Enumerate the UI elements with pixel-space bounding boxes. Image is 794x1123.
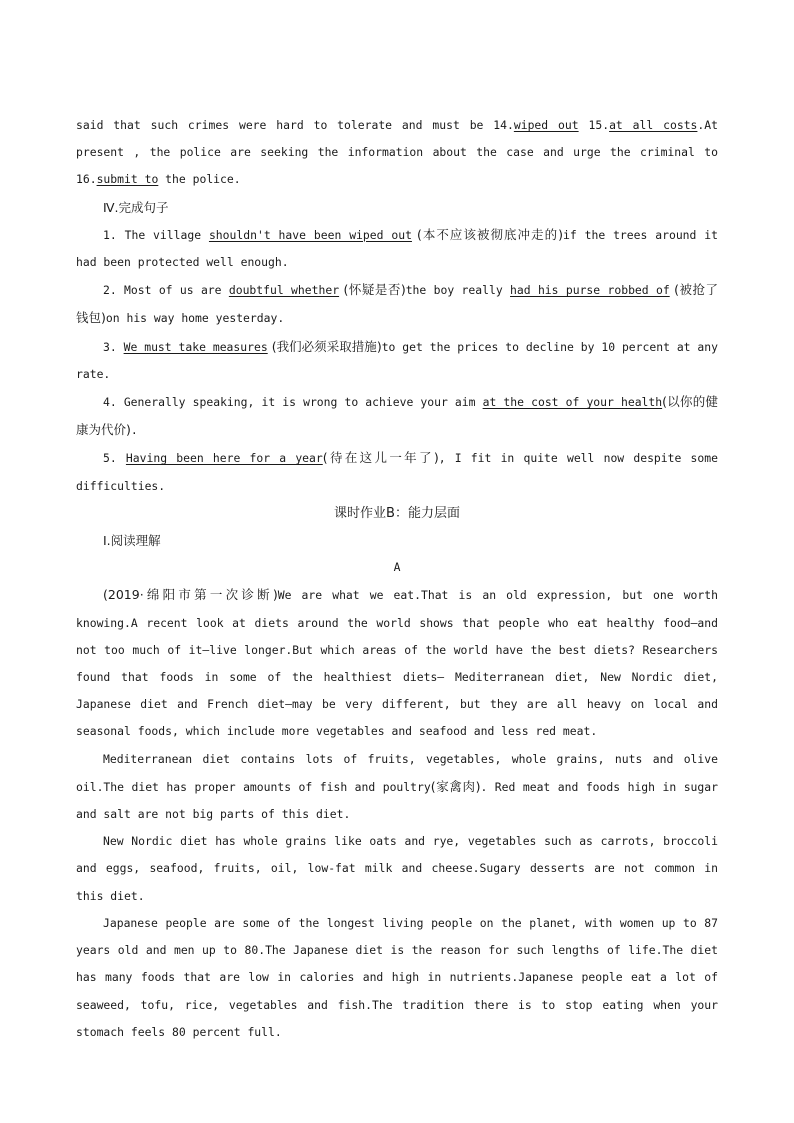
- text: 15.: [578, 118, 610, 132]
- chinese-hint: (待在这儿一年了): [322, 450, 439, 466]
- sentence-4: [76, 388, 718, 444]
- text: , I fit in quite well now despite some difficulties.: [76, 451, 718, 493]
- chinese-hint: (我们必须采取措施): [267, 338, 382, 354]
- text: 3.: [103, 339, 124, 354]
- text: to get the prices to decline by 10 percent at any rate.: [76, 339, 718, 381]
- sentence-3: [76, 333, 718, 388]
- text: the police.: [158, 172, 241, 187]
- text: the boy really: [405, 283, 511, 298]
- text: on his way home yesterday.: [105, 311, 285, 326]
- chinese-hint: (本不应该被彻底冲走的): [411, 226, 564, 242]
- text: Mediterranean diet contains lots of fruits, vegetables, whole grains, nuts and olive oil.The diet has proper amounts of fish and poultry: [76, 751, 718, 794]
- chinese-hint: (被抢了钱包): [76, 282, 718, 326]
- answer: had his purse: [510, 283, 608, 298]
- section-4-title: Ⅳ.完成句子: [103, 199, 169, 215]
- sentence-1: [76, 221, 718, 276]
- answer: We must take measures: [123, 339, 268, 354]
- passage-label: A: [393, 560, 401, 575]
- source-note: (2019·绵阳市第一次诊断): [103, 587, 278, 603]
- section-1-title: Ⅰ.阅读理解: [103, 533, 161, 549]
- text: 5.: [103, 451, 126, 466]
- chinese-hint: (怀疑是否): [339, 282, 406, 298]
- answer: Having been here for a year: [125, 451, 323, 466]
- document-page: [76, 112, 718, 1046]
- sentence-5: [76, 444, 718, 499]
- top-paragraph: [76, 112, 718, 194]
- text: if the trees around it had been protected well enough.: [76, 227, 718, 270]
- chinese-gloss: (家禽肉): [430, 778, 481, 794]
- text: .: [130, 423, 138, 438]
- homework-b-title: 课时作业B：能力层面: [334, 505, 460, 521]
- passage-paragraph-4: Japanese people are some of the longest living people on the planet, with women up to 87 years old and men up to 80.The Japanese diet is the reason for such lengths of life.The diet has many foods that are low in calories and high in nutrients.Japanese people eat a lot of seaweed, tofu, rice, vegetables and fish.The tradition there is to stop eating when your stomach feels 80 percent full.: [76, 915, 718, 1039]
- answer: robbed of: [607, 283, 670, 298]
- answer-15: at all costs: [609, 118, 698, 132]
- text: .At present , the police are seeking the information about the case and urge the criminal to 16.: [76, 118, 718, 187]
- passage-paragraph-3: New Nordic diet has whole grains like oats and rye, vegetables such as carrots, broccoli and eggs, seafood, fruits, oil, low-fat milk and cheese.Sugary desserts are not common in this diet.: [76, 834, 718, 903]
- text: 2. Most of us are: [103, 283, 229, 298]
- answer: at the cost of your health: [482, 395, 663, 410]
- answer-14: wiped out: [513, 118, 579, 132]
- text: . Red meat and foods high in sugar and salt are not big parts of this diet.: [76, 779, 718, 822]
- answer: doubtful whether: [228, 283, 340, 298]
- passage-paragraph-2: [76, 746, 718, 829]
- chinese-hint: (以你的健康为代价): [76, 394, 718, 438]
- text: 4. Generally speaking, it is wrong to achieve your aim: [103, 395, 483, 410]
- text: We are what we eat.That is an old expression, but one worth knowing.A recent look at diets around the world shows that people who eat healthy food—and not too much of it—live longer.But which areas of the world have the best diets? Researchers found that foods in some of the healthiest diets— Mediterranean diet, New Nordic diet, Japanese diet and French diet—may be very different, but they are all heavy on local and seasonal foods, which include more vegetables and seafood and less red meat.: [76, 588, 718, 739]
- answer: shouldn't have been wiped out: [208, 227, 412, 242]
- text: said that such crimes were hard to tolerate and must be 14.: [76, 118, 514, 132]
- answer-16: submit to: [96, 172, 159, 187]
- sentence-2: [76, 276, 718, 332]
- text: 1. The village: [103, 227, 209, 242]
- passage-paragraph-1: [76, 581, 718, 745]
